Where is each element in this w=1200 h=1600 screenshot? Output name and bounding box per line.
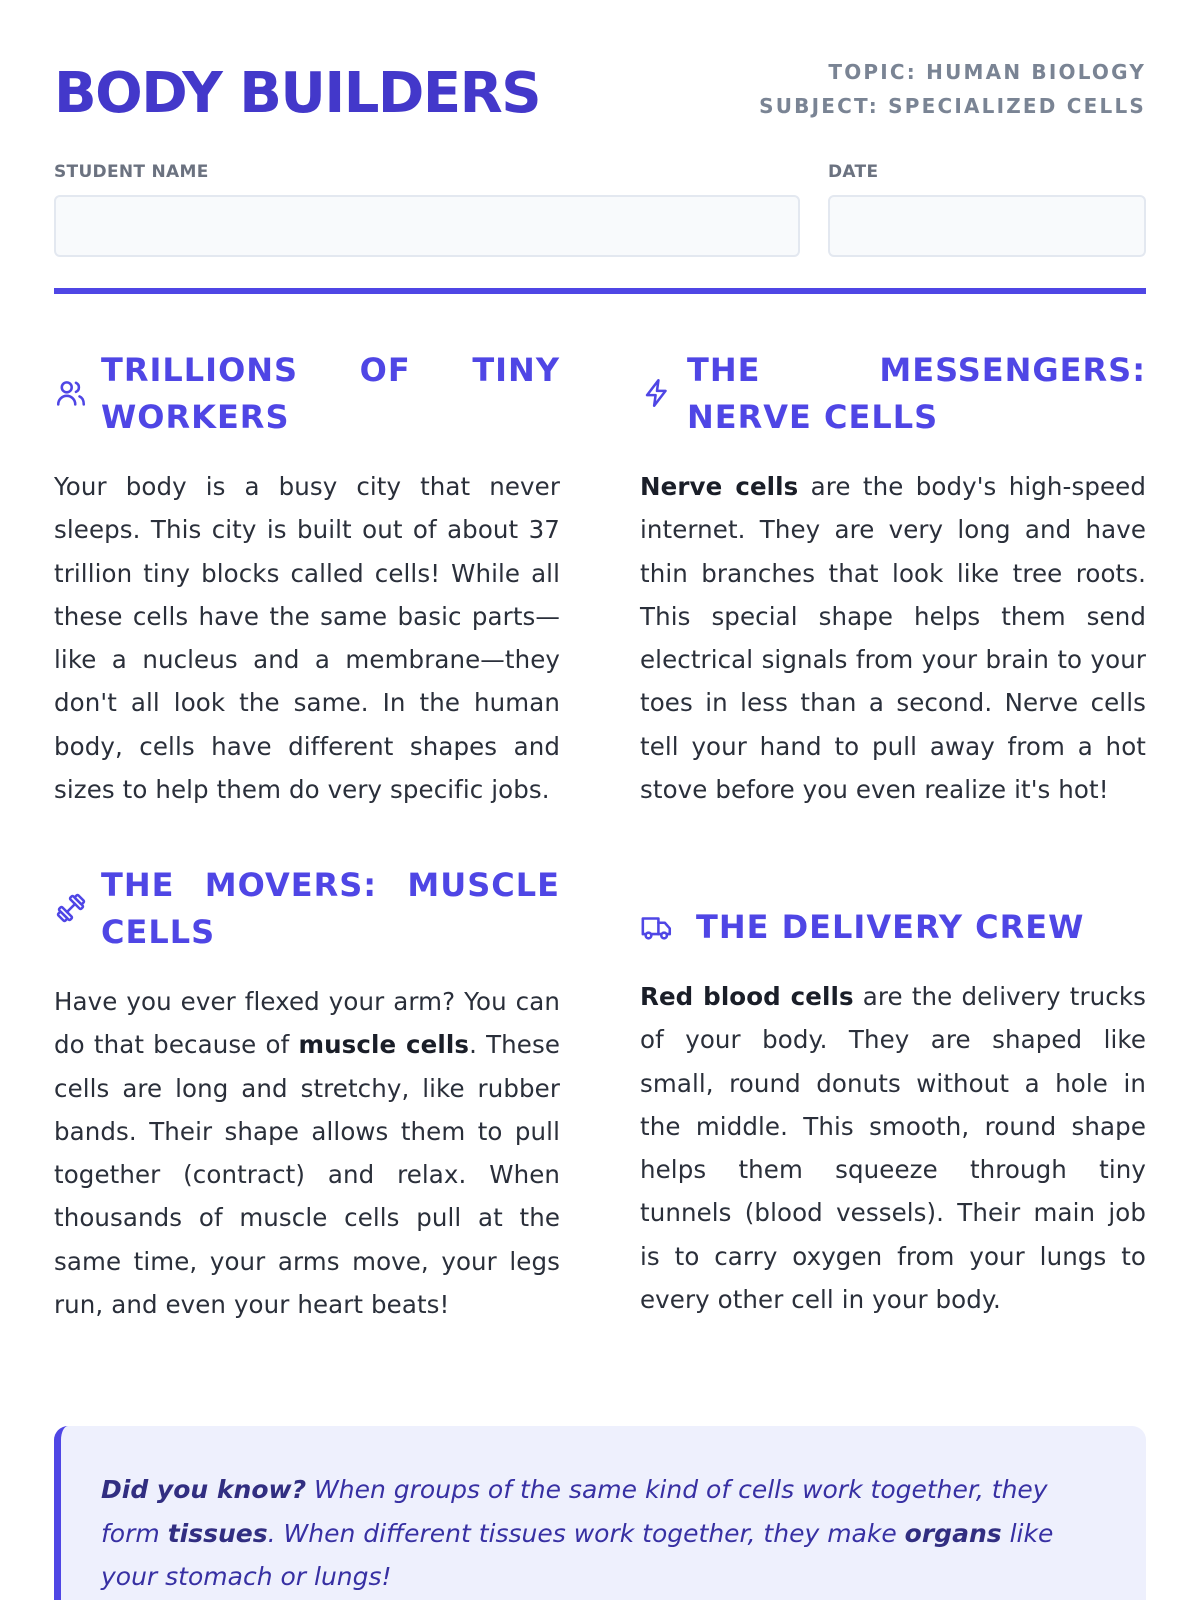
section-heading: THE DELIVERY CREW: [696, 908, 1085, 946]
dumbbell-icon: [54, 891, 88, 925]
topic-label: TOPIC: HUMAN BIOLOGY: [828, 60, 1146, 84]
keyword: Nerve cells: [640, 472, 799, 501]
body-text: Have you ever flexed your arm? You can do that because of: [54, 987, 560, 1060]
body-text: . These cells are long and stretchy, like rubber bands. Their shape allows them to pull together (contract) and relax. When thousands of muscle cells pull at the same time, your arms move, your legs run, and even your heart beats!: [54, 1030, 560, 1320]
keyword: tissues: [167, 1518, 268, 1548]
student-name-field[interactable]: [54, 195, 800, 257]
worksheet-page: [54, 0, 1146, 1600]
callout-part: When groups of the same kind of cells work together, they form: [101, 1475, 1048, 1548]
body-text: are the delivery trucks of your body. They are shaped like small, round donuts without a hole in the middle. This smooth, round shape helps them squeeze through tiny tunnels (blood vessels). Their main job is to carry oxygen from your lungs to every other cell in your body.: [640, 982, 1146, 1315]
section-muscle: [54, 862, 560, 1326]
section-body: Your body is a busy city that never sleeps. This city is built out of about 37 trillion tiny blocks called cells! While all these cells have the same basic parts—like a nucleus and a membrane—they don't all look the same. In the human body, cells have different shapes and sizes to help them do very specific jobs.: [54, 472, 560, 805]
header: [54, 50, 1146, 130]
section-body: [54, 980, 560, 1326]
section-nerve: [640, 347, 1146, 811]
divider: [54, 288, 1146, 294]
keyword: Red blood cells: [640, 982, 854, 1011]
section-heading: TRILLIONS OF TINY WORKERS: [101, 351, 560, 436]
lightning-icon: [640, 376, 674, 410]
callout-part: . When different tissues work together, they make: [267, 1518, 905, 1548]
did-you-know-callout: [54, 1426, 1146, 1600]
subject-label: SUBJECT: SPECIALIZED CELLS: [759, 94, 1146, 118]
body-text: are the body's high-speed internet. They are very long and have thin branches that look like tree roots. This special shape helps them send electrical signals from your brain to your toes in less than a second. Nerve cells tell your hand to pull away from a hot stove before you even realize it's hot!: [640, 472, 1146, 805]
callout-lead: Did you know?: [101, 1475, 307, 1504]
page-title: BODY BUILDERS: [54, 61, 541, 126]
keyword: organs: [904, 1518, 1002, 1548]
section-heading: THE MESSENGERS: NERVE CELLS: [687, 351, 1146, 436]
student-name-label: STUDENT NAME: [54, 162, 209, 182]
date-field[interactable]: [828, 195, 1146, 257]
date-label: DATE: [828, 162, 879, 182]
section-workers: [54, 347, 560, 811]
section-body: [640, 975, 1146, 1321]
callout-text: [101, 1468, 1106, 1599]
section-heading: THE MOVERS: MUSCLE CELLS: [101, 866, 560, 951]
callout-part: like your stomach or lungs!: [101, 1518, 1054, 1591]
truck-icon: [640, 910, 674, 944]
keyword: muscle cells: [298, 1030, 470, 1060]
section-body: [640, 465, 1146, 811]
topic-meta: [759, 55, 1146, 123]
section-delivery: [640, 904, 1146, 1321]
users-icon: [54, 376, 88, 410]
